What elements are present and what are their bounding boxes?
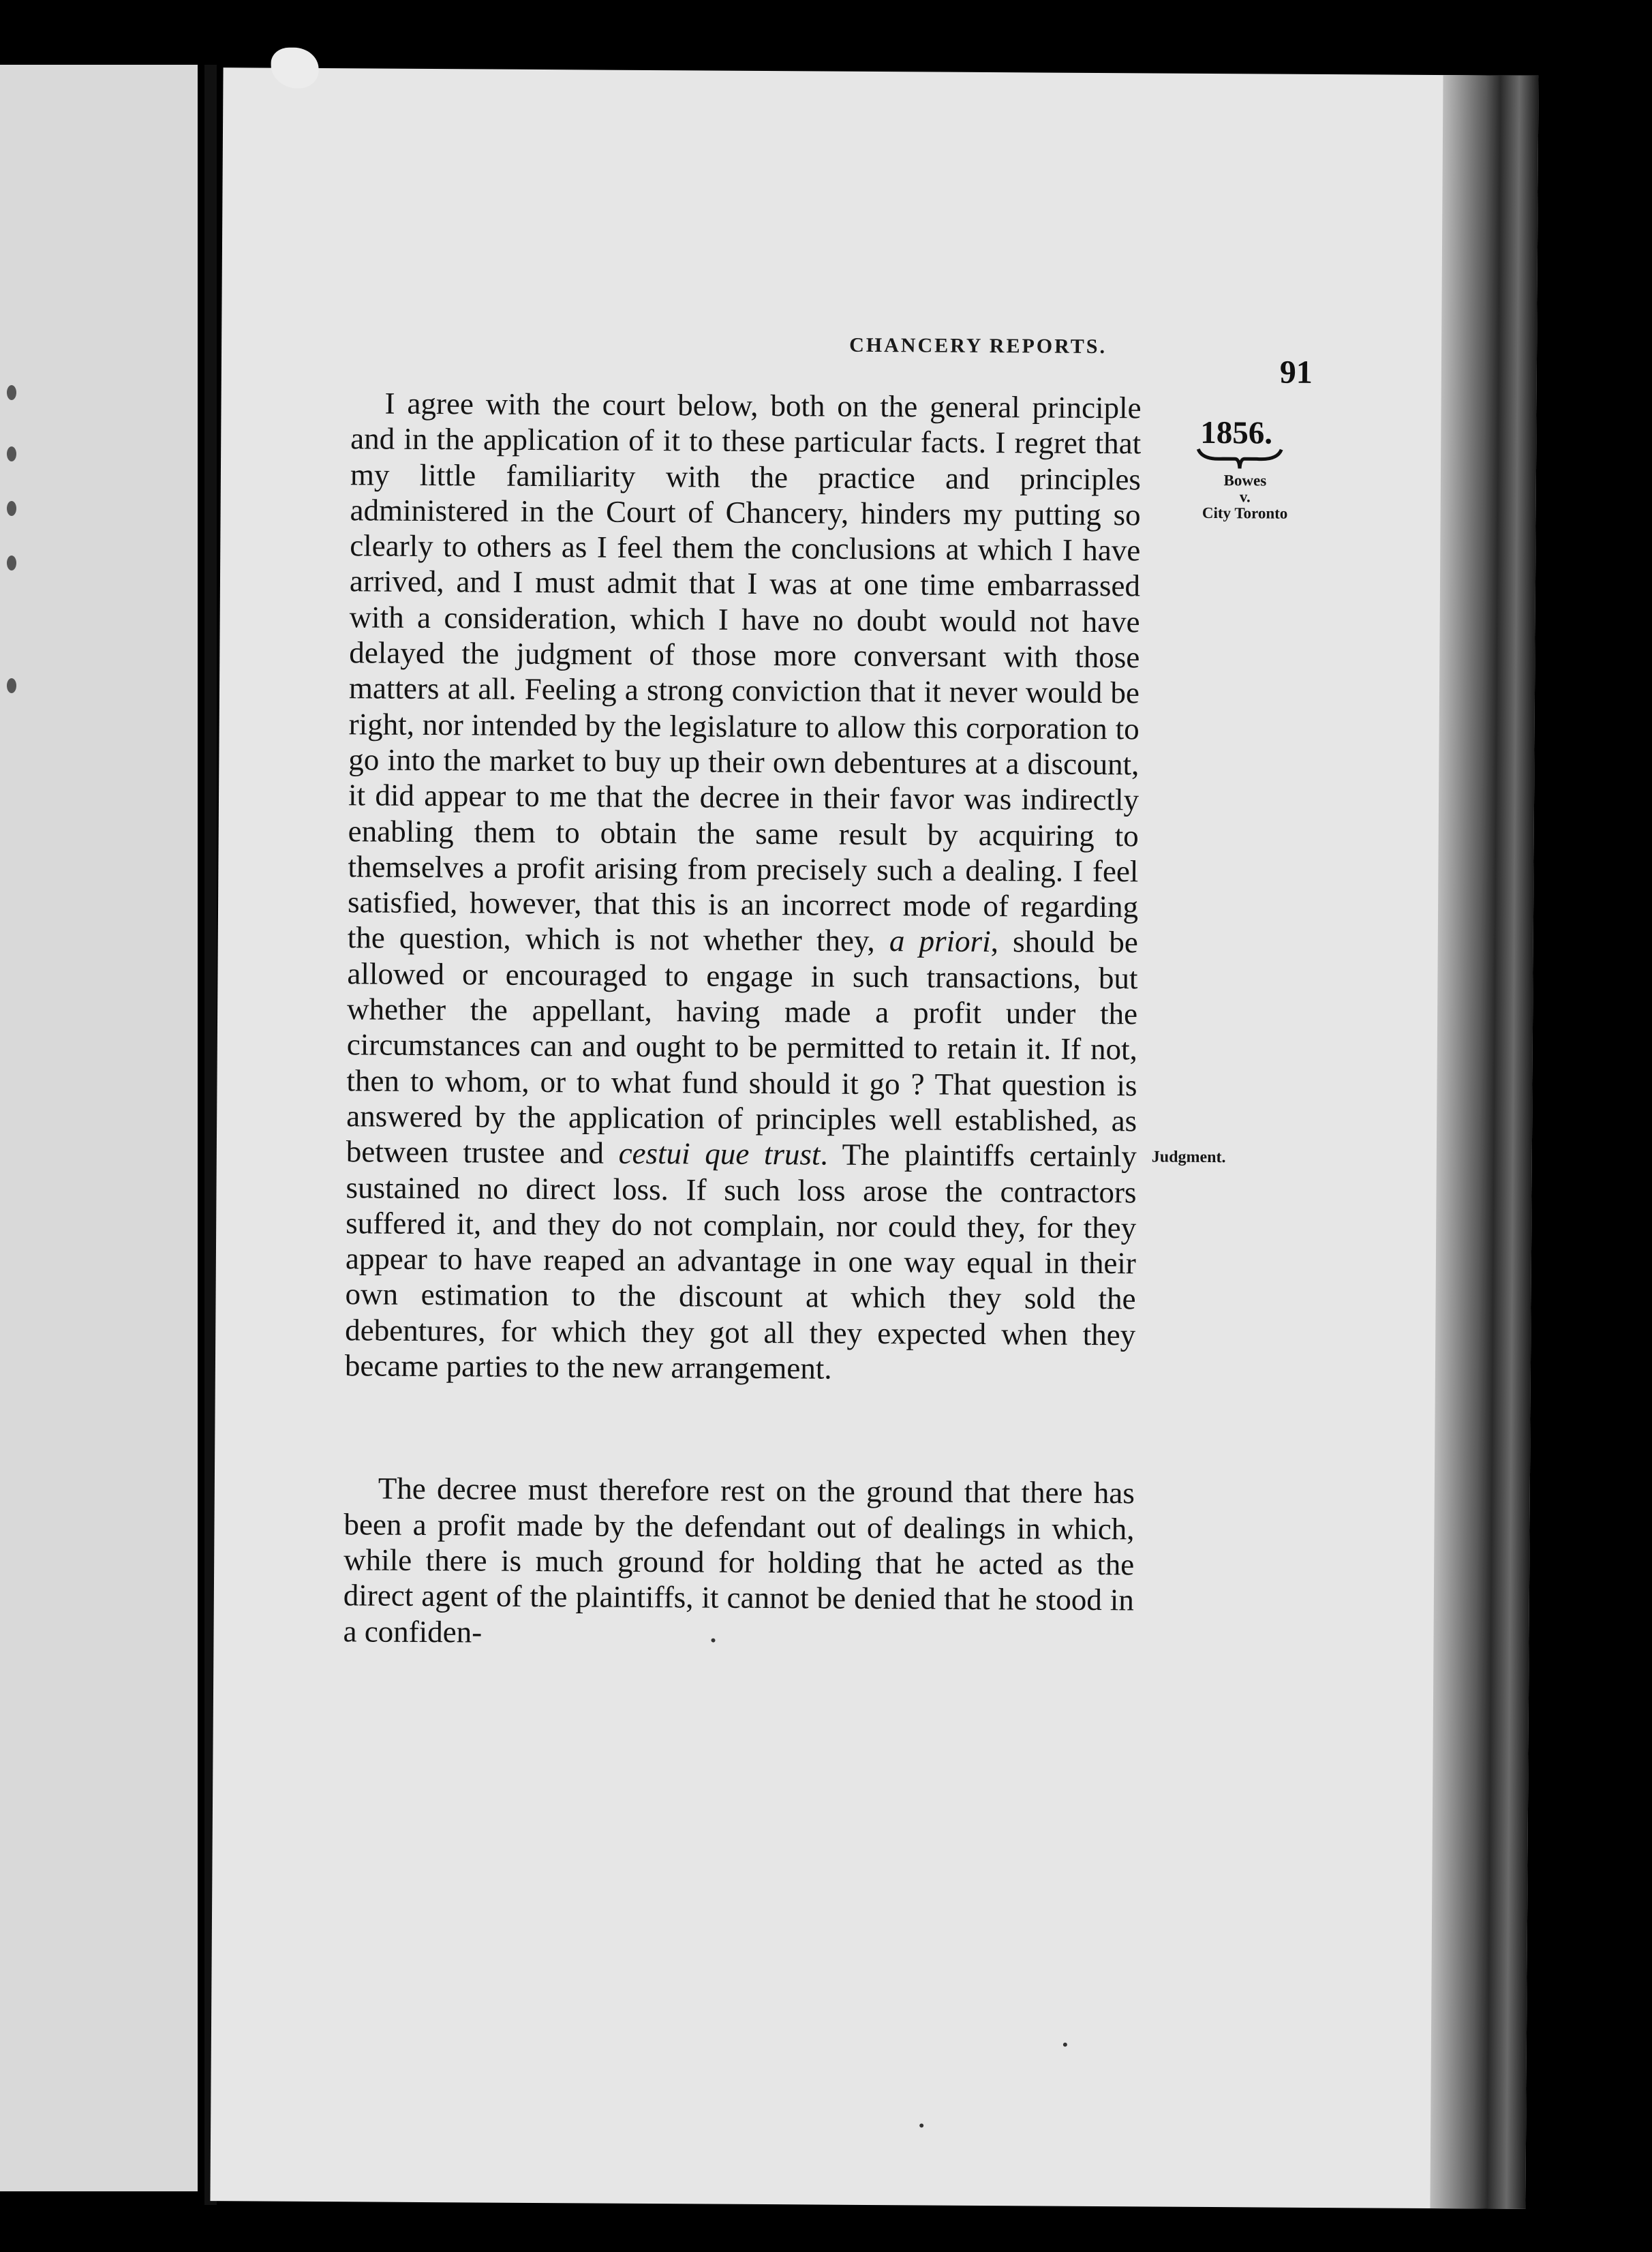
brace-icon <box>1195 445 1284 473</box>
italic-phrase: a priori <box>889 924 991 959</box>
page-mark <box>7 501 16 516</box>
italic-phrase: cestui que trust <box>618 1136 821 1172</box>
case-versus: v. <box>1239 488 1251 506</box>
body-text <box>343 385 1141 1654</box>
book-page <box>210 67 1538 2209</box>
paper-damage <box>271 48 318 89</box>
margin-year: 1856. <box>1200 414 1273 451</box>
case-party-2: City Toronto <box>1202 504 1288 522</box>
paragraph-1-part-3: . The plaintiffs certainly sustained no direct loss. If such loss arose the contractors suffered it, and they do not complain, nor could they, for they appear to have reaped an advantage in one way equal in their own estimation to the discount at which they sold the debentures, for which they got all they expected when they became parties to the new arrangement. <box>344 1137 1137 1386</box>
ink-speck <box>711 1639 715 1643</box>
paragraph-1-part-1: I agree with the court below, both on the general principle and in the application of it to these particular facts. I regret that my little familiarity with the practice and principles administered in the Court of Chancery, hinders my putting so clearly to others as I feel them the conclusions at which I have arrived, and I must admit that I was at one time embarrassed with a consideration, which I have no doubt would not have delayed the judgment of those more conversant with those matters at all. Feeling a strong conviction that it never would be right, nor intended by the legislature to allow this corporation to go into the market to buy up their own debentures at a discount, it did appear to me that the decree in their favor was indirectly enabling them to obtain the same result by acquiring to themselves a profit arising from precisely such a dealing. I feel satisfied, however, that this is an incorrect mode of regarding the question, which is not whether they, <box>347 386 1142 958</box>
page-mark <box>7 385 16 400</box>
case-party-1: Bowes <box>1223 472 1267 489</box>
ink-speck <box>919 2123 923 2127</box>
running-head: CHANCERY REPORTS. <box>849 333 1107 359</box>
page-mark <box>7 446 16 461</box>
paragraph-1-part-2: , should be allowed or encouraged to engage in such transactions, but whether the appellant, having made a profit under the circumstances can and ought to be permitted to retain it. If not, then to whom, or to what fund should it go ? That question is answered by the application of principles well established, as between trustee and <box>346 924 1138 1170</box>
margin-judgment: Judgment. <box>1151 1148 1226 1167</box>
margin-case-name <box>1174 472 1317 522</box>
paragraph-2: The decree must therefore rest on the ground that there has been a profit made by the defendant out of dealings in which, while there is much ground for holding that he acted as the direct agent of the plaintiffs, it cannot be denied that he stood in a confiden- <box>343 1471 1135 1649</box>
page-mark <box>7 556 16 570</box>
paragraph-1 <box>345 385 1142 1388</box>
page-mark <box>7 678 16 693</box>
page-number: 91 <box>1279 354 1313 391</box>
facing-page <box>0 65 198 2191</box>
ink-speck <box>1063 2043 1067 2047</box>
page-edge <box>1430 75 1538 2209</box>
